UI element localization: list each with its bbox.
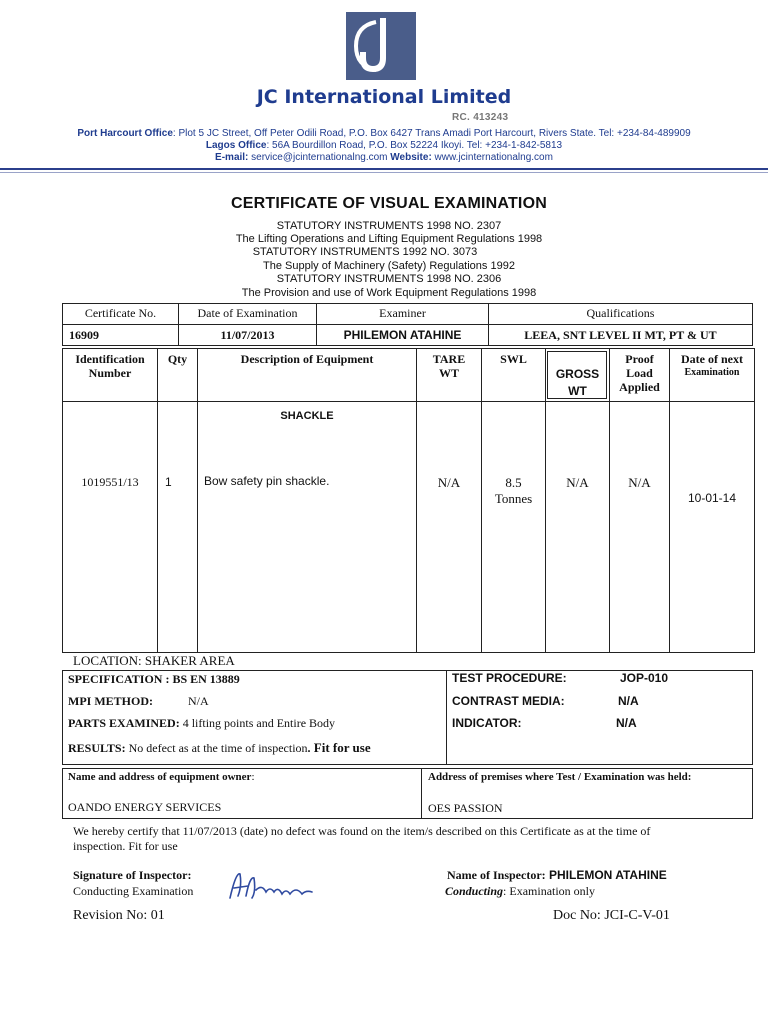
mpi-method [68,694,209,709]
proof-header-line1: Proof [625,352,654,366]
item-heading: SHACKLE [280,410,334,422]
parts-examined [68,716,335,731]
next-exam-header [670,352,754,380]
examiner-header: Examiner [379,306,426,320]
statute-line: The Lifting Operations and Lifting Equipment Regulations 1998 [235,233,543,245]
conducting-value: : Examination only [503,884,596,898]
contact-line [0,152,768,164]
certify-line-1: We hereby certify that 11/07/2013 (date) no defect was found on the item/s described on this Certificate as at the time of [73,824,651,838]
tare-header-line1: TARE [432,352,466,366]
statute-line: STATUTORY INSTRUMENTS 1998 NO. 2306 [276,273,502,285]
next-header-line1: Date of next [681,352,743,366]
parts-label: PARTS EXAMINED: [68,716,180,730]
exam-date-value: 11/07/2013 [220,328,275,342]
parts-value: 4 lifting points and Entire Body [179,716,336,730]
inspector-signature [224,868,316,904]
tare-wt-header [417,352,481,380]
certify-line-2: inspection. Fit for use [73,839,178,853]
id-number-header [63,352,157,380]
website-value: www.jcinternationalng.com [431,152,553,163]
port-harcourt-address [0,128,768,140]
owner-label-colon: : [251,771,255,783]
document-number: Doc No: JCI-C-V-01 [553,908,670,923]
row-next-exam: 10-01-14 [687,491,737,505]
owner-label-text: Name and address of equipment owner [68,771,252,783]
next-header-line2: Examination [684,367,740,378]
revision-number: Revision No: 01 [73,908,165,923]
row-qty: 1 [165,475,172,489]
row-description: Bow safety pin shackle. [204,474,330,488]
row-proof: N/A [628,475,651,490]
proof-header-line3: Applied [619,380,660,394]
row-gross: N/A [566,475,589,490]
swl-header: SWL [500,352,527,366]
company-logo [346,12,416,80]
owner-label [68,771,255,783]
inspector-name [447,868,667,883]
qualifications-header: Qualifications [586,306,655,320]
equipment-table [62,348,755,653]
statute-line: The Provision and use of Work Equipment Regulations 1998 [241,287,537,299]
signature-label: Signature of Inspector: [73,868,192,882]
company-name: JC International Limited [256,86,512,108]
qty-header: Qty [167,352,188,366]
location: LOCATION: SHAKER AREA [73,653,235,668]
results-fit: Fit for use [310,740,371,755]
conducting [445,884,595,899]
statute-line: STATUTORY INSTRUMENTS 1992 NO. 3073 [252,246,478,258]
results [68,740,371,756]
certificate-title: CERTIFICATE OF VISUAL EXAMINATION [231,195,547,212]
contrast-media-value: N/A [618,694,639,708]
results-label: RESULTS: [68,741,126,755]
mpi-value: N/A [188,694,209,708]
tare-header-line2: WT [438,366,459,380]
statute-line: The Supply of Machinery (Safety) Regulations 1992 [263,260,515,272]
qualifications-value: LEEA, SNT LEVEL II MT, PT & UT [524,328,717,342]
signature-sub: Conducting Examination [73,884,194,898]
description-header: Description of Equipment [240,352,374,366]
specification: SPECIFICATION : BS EN 13889 [68,672,240,686]
indicator-value: N/A [616,716,637,730]
proof-load-header [610,352,669,394]
row-swl [482,475,545,507]
info-table [62,303,753,346]
rc-number: RC. 413243 [452,112,509,123]
gross-wt-header [546,366,609,400]
header-divider-thin [0,172,768,173]
mpi-label: MPI METHOD: [68,694,153,708]
ph-office-address: : Plot 5 JC Street, Off Peter Odili Road, P.O. Box 6427 Trans Amadi Port Harcourt, Rivers State. Tel: +234-84-489909 [172,128,691,139]
owner-value: OANDO ENERGY SERVICES [68,800,222,814]
indicator-label: INDICATOR: [452,716,522,730]
id-header-line1: Identification [75,352,145,366]
statute-line: STATUTORY INSTRUMENTS 1998 NO. 2307 [276,220,502,232]
conducting-label: Conducting [445,884,504,898]
cert-no-header: Certificate No. [84,306,157,320]
test-procedure-value: JOP-010 [620,671,669,685]
results-value: No defect as at the time of inspection [125,741,308,755]
ph-office-label: Port Harcourt Office [77,128,173,139]
examiner-value: PHILEMON ATAHINE [343,328,462,342]
website-label: Website: [390,152,432,163]
test-procedure-label: TEST PROCEDURE: [452,671,567,685]
contrast-media-label: CONTRAST MEDIA: [452,694,565,708]
inspector-name-value: PHILEMON ATAHINE [545,868,667,882]
email-value: service@jcinternationalng.com [248,152,391,163]
swl-unit: Tonnes [494,491,533,506]
proof-header-line2: Load [626,366,653,380]
row-id: 1019551/13 [81,475,139,489]
results-dot: . [307,741,311,755]
premises-value: OES PASSION [428,801,503,815]
id-header-line2: Number [88,366,132,380]
swl-value: 8.5 [505,475,522,490]
gross-header-line1: GROSS [555,367,600,381]
premises-label: Address of premises where Test / Examination was held: [428,771,692,783]
cert-no-value: 16909 [69,328,99,342]
header-divider [0,168,768,170]
lagos-address [0,140,768,152]
exam-date-header: Date of Examination [197,306,298,320]
inspector-name-label: Name of Inspector: [447,868,546,882]
lagos-office-label: Lagos Office [205,140,267,151]
lagos-office-address: : 56A Bourdillon Road, P.O. Box 52224 Ikoyi. Tel: +234-1-842-5813 [266,140,563,151]
gross-header-line2: WT [568,384,587,398]
email-label: E-mail: [215,152,249,163]
row-tare: N/A [437,475,461,490]
